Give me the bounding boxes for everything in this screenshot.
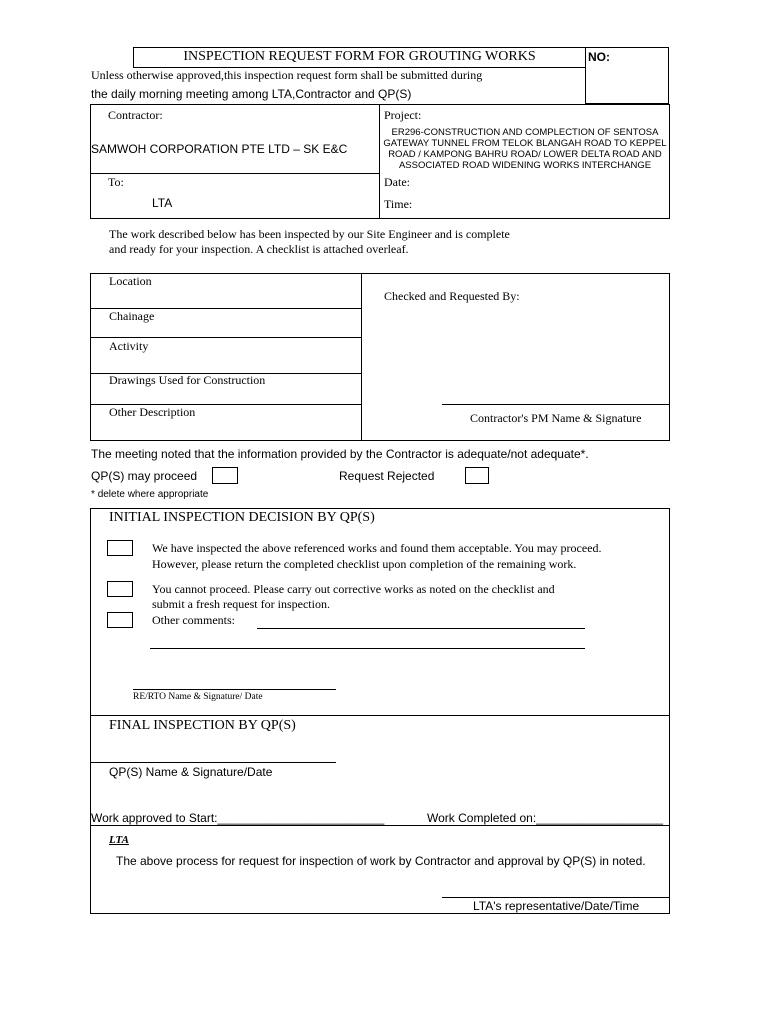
accept-line-1: We have inspected the above referenced works and found them acceptable. You may proceed. [152,541,602,555]
rejected-checkbox[interactable] [465,467,489,484]
proceed-checkbox[interactable] [212,467,238,484]
lta-label: LTA [109,834,129,846]
accept-line-2: However, please return the completed checklist upon completion of the remaining work. [152,557,577,571]
project-line-1: ER296-CONSTRUCTION AND COMPLECTION OF SENTOSA [391,127,659,138]
pm-signature-line [442,404,670,405]
project-line-3: ROAD / KAMPONG BAHRU ROAD/ LOWER DELTA ROAD AND [388,149,662,160]
intro-line-2: the daily morning meeting among LTA,Contractor and QP(S) [91,87,412,101]
re-rto-signature-line[interactable] [133,689,336,690]
date-label[interactable]: Date: [384,175,410,189]
proceed-label: QP(S) may proceed [91,469,198,483]
work-approved-field[interactable]: Work approved to Start:_________________________ [91,811,385,825]
project-description[interactable] [380,127,670,171]
footnote [91,488,208,501]
contractor-underline [90,173,379,174]
accept-checkbox[interactable] [107,540,133,556]
footnote-text: delete where appropriate [97,489,209,500]
lta-note: The above process for request for inspection of work by Contractor and approval by QP(S) in noted. [116,854,646,868]
form-title: INSPECTION REQUEST FORM FOR GROUTING WORKS [183,49,536,64]
pm-signature-label: Contractor's PM Name & Signature [470,411,642,425]
checked-by-label: Checked and Requested By: [384,289,520,303]
other-comments-checkbox[interactable] [107,612,133,628]
project-line-4: ASSOCIATED ROAD WIDENING WORKS INTERCHANGE [398,160,652,171]
project-line-2: GATEWAY TUNNEL FROM TELOK BLANGAH ROAD TO KEPPEL [383,138,667,149]
other-description-field[interactable]: Other Description [109,405,196,419]
details-row-line [90,337,361,338]
initial-heading: INITIAL INSPECTION DECISION BY QP(S) [109,510,375,525]
lta-signature-line[interactable] [442,897,669,898]
contractor-value[interactable]: SAMWOH CORPORATION PTE LTD – SK E&C [91,142,348,156]
re-rto-signature-label: RE/RTO Name & Signature/ Date [133,692,263,702]
project-label: Project: [384,108,422,122]
reject-line-2: submit a fresh request for inspection. [152,597,330,611]
footnote-star: * [91,489,95,500]
drawings-field[interactable]: Drawings Used for Construction [109,373,266,387]
to-value[interactable]: LTA [152,196,173,210]
form-number-label: NO: [588,50,610,64]
work-completed-field[interactable]: Work Completed on:___________________ [427,811,663,825]
qps-signature-label: QP(S) Name & Signature/Date [109,765,273,779]
chainage-field[interactable]: Chainage [109,309,155,323]
activity-field[interactable]: Activity [109,339,149,353]
statement-line-2: and ready for your inspection. A checklist is attached overleaf. [109,242,409,256]
final-heading: FINAL INSPECTION BY QP(S) [109,718,296,733]
intro-line-1: Unless otherwise approved,this inspection request form shall be submitted during [91,68,483,82]
details-divider [361,273,362,441]
qps-signature-line[interactable] [91,762,336,763]
other-comments-label: Other comments: [152,613,235,627]
other-comments-line[interactable] [257,628,585,629]
reject-checkbox[interactable] [107,581,133,597]
lta-signature-label: LTA's representative/Date/Time [473,899,640,913]
other-comments-line[interactable] [150,648,585,649]
to-label: To: [108,175,124,189]
location-field[interactable]: Location [109,274,152,288]
contractor-label: Contractor: [108,108,163,122]
rejected-label: Request Rejected [339,469,435,483]
section-divider [90,715,670,716]
statement-line-1: The work described below has been inspected by our Site Engineer and is complete [109,227,510,241]
reject-line-1: You cannot proceed. Please carry out corrective works as noted on the checklist and [152,582,555,596]
time-label[interactable]: Time: [384,197,413,211]
meeting-note: The meeting noted that the information provided by the Contractor is adequate/not adequate*. [91,447,589,461]
